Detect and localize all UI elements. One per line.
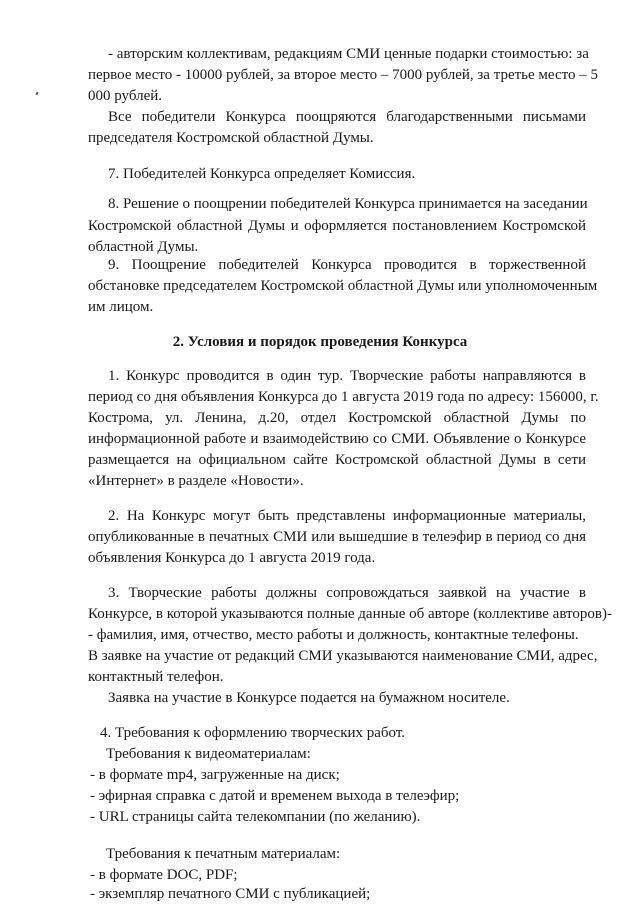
text-line: Конкурсе, в которой указываются полные данные об авторе (коллективе авторов)- bbox=[88, 606, 612, 622]
section-heading: 2. Условия и порядок проведения Конкурса bbox=[172, 334, 468, 350]
list-item: - в формате DOC, PDF; bbox=[90, 867, 238, 883]
text-line: обстановке председателем Костромской областной Думы или уполномоченным bbox=[88, 278, 598, 294]
list-item: - экземпляр печатного СМИ с публикацией; bbox=[90, 886, 371, 902]
text-line: Заявка на участие в Конкурсе подается на бумажном носителе. bbox=[108, 690, 510, 706]
text-line: «Интернет» в разделе «Новости». bbox=[88, 473, 304, 489]
text-line: первое место - 10000 рублей, за второе место – 7000 рублей, за третье место – 5 bbox=[88, 67, 598, 83]
text-line: В заявке на участие от редакций СМИ указываются наименование СМИ, адрес, bbox=[88, 648, 598, 664]
text-line: 9. Поощрение победителей Конкурса проводится в торжественной bbox=[108, 257, 586, 273]
text-line: 4. Требования к оформлению творческих работ. bbox=[100, 725, 406, 741]
text-line: контактный телефон. bbox=[88, 669, 224, 685]
text-line: Требования к видеоматериалам: bbox=[106, 746, 311, 762]
text-line: председателя Костромской областной Думы. bbox=[88, 130, 374, 146]
text-line: Требования к печатным материалам: bbox=[106, 846, 341, 862]
list-item: - в формате mp4, загруженные на диск; bbox=[90, 767, 340, 783]
text-line: Кострома, ул. Ленина, д.20, отдел Костромской областной Думы по bbox=[88, 410, 586, 426]
text-line: период со дня объявления Конкурса до 1 августа 2019 года по адресу: 156000, г. bbox=[88, 389, 599, 405]
text-line: информационной работе и взаимодействию со СМИ. Объявление о Конкурсе bbox=[88, 431, 586, 447]
text-line: опубликованные в печатных СМИ или вышедшие в телеэфир в период со дня bbox=[88, 529, 586, 545]
text-line: 7. Победителей Конкурса определяет Комиссия. bbox=[108, 166, 416, 182]
pen-mark bbox=[35, 92, 38, 96]
list-item: - URL страницы сайта телекомпании (по желанию). bbox=[90, 809, 421, 825]
text-line: 8. Решение о поощрении победителей Конкурса принимается на заседании bbox=[108, 196, 588, 212]
text-line: 3. Творческие работы должны сопровождаться заявкой на участие в bbox=[108, 585, 586, 601]
text-line: 1. Конкурс проводится в один тур. Творческие работы направляются в bbox=[108, 368, 586, 384]
text-line: Все победители Конкурса поощряются благодарственными письмами bbox=[108, 109, 586, 125]
text-line: размещается на официальном сайте Костромской областной Думы в сети bbox=[88, 452, 586, 468]
list-item: - эфирная справка с датой и временем выхода в телеэфир; bbox=[90, 788, 460, 804]
text-line: - авторским коллективам, редакциям СМИ ценные подарки стоимостью: за bbox=[108, 46, 589, 62]
text-line: 000 рублей. bbox=[88, 88, 163, 104]
text-line: 2. На Конкурс могут быть представлены информационные материалы, bbox=[108, 508, 586, 524]
text-line: им лицом. bbox=[88, 299, 154, 315]
text-line: областной Думы. bbox=[88, 239, 199, 255]
text-line: - фамилия, имя, отчество, место работы и должность, контактные телефоны. bbox=[88, 627, 579, 643]
text-line: объявления Конкурса до 1 августа 2019 года. bbox=[88, 550, 376, 566]
text-line: Костромской областной Думы и оформляется постановлением Костромской bbox=[88, 218, 586, 234]
